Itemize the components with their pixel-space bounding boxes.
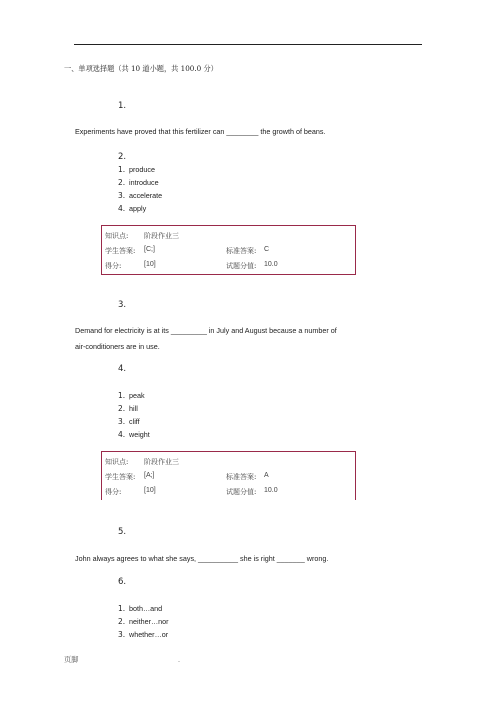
option-number: 2. [118,404,126,413]
question-number-5: 5. [118,527,127,537]
option-number: 1. [118,604,126,613]
question-text-3-line2: air-conditioners are in use. [75,342,160,351]
question-text-3-line1: Demand for electricity is at its _________ in July and August because a number of [75,326,337,335]
option-item[interactable] [118,404,138,413]
knowledge-value: 阶段作业三 [144,232,179,240]
footer-left: 页脚 [64,655,79,664]
knowledge-value: 阶段作业三 [144,458,179,466]
option-item[interactable] [118,617,169,626]
points-label: 试题分值: [226,262,257,270]
option-number: 4. [118,204,126,213]
footer-right: . [178,655,180,664]
standard-answer-value: A [264,472,269,479]
question-text-5: John always agrees to what she says, __________ she is right _______ wrong. [75,554,329,563]
option-number: 3. [118,191,126,200]
option-number: 3. [118,630,126,639]
knowledge-label: 知识点: [105,232,129,240]
option-item[interactable] [118,178,159,187]
standard-answer-label: 标准答案: [226,473,257,481]
score-label: 得分: [105,488,122,496]
result-box [101,225,356,275]
option-label: hill [129,404,138,413]
standard-answer-label: 标准答案: [226,247,257,255]
option-item[interactable] [118,191,162,200]
question-number-1: 1. [118,101,127,111]
points-label: 试题分值: [226,488,257,496]
option-item[interactable] [118,165,155,174]
standard-answer-value: C [264,246,270,253]
student-answer-label: 学生答案: [105,473,136,481]
knowledge-label: 知识点: [105,458,129,466]
option-item[interactable] [118,630,168,639]
option-label: cliff [129,417,140,426]
option-label: both…and [129,604,163,613]
option-group-number-2: 2. [118,152,127,162]
option-group-number-6: 6. [118,577,127,587]
section-title: 一、单项选择题（共 10 道小题，共 100.0 分） [64,64,218,73]
option-group-number-4: 4. [118,364,127,374]
option-label: apply [129,204,147,213]
option-item[interactable] [118,430,150,439]
option-item[interactable] [118,417,140,426]
option-label: peak [129,391,145,400]
option-label: accelerate [129,191,163,200]
option-label: introduce [129,178,159,187]
option-label: whether…or [129,630,169,639]
option-item[interactable] [118,204,146,213]
question-number-3: 3. [118,300,127,310]
header-rule [74,44,422,45]
result-box [101,451,356,500]
option-item[interactable] [118,604,162,613]
option-label: produce [129,165,155,174]
option-number: 1. [118,165,126,174]
option-number: 2. [118,617,126,626]
points-value: 10.0 [264,261,278,268]
student-answer-value: [A;] [144,472,155,479]
question-text-1: Experiments have proved that this fertilizer can ________ the growth of beans. [75,127,326,136]
option-number: 1. [118,391,126,400]
option-item[interactable] [118,391,145,400]
student-answer-value: [C;] [144,246,155,253]
score-label: 得分: [105,262,122,270]
option-number: 2. [118,178,126,187]
student-answer-label: 学生答案: [105,247,136,255]
option-number: 3. [118,417,126,426]
option-label: neither…nor [129,617,169,626]
points-value: 10.0 [264,487,278,494]
option-number: 4. [118,430,126,439]
score-value: [10] [144,487,156,494]
score-value: [10] [144,261,156,268]
option-label: weight [129,430,150,439]
